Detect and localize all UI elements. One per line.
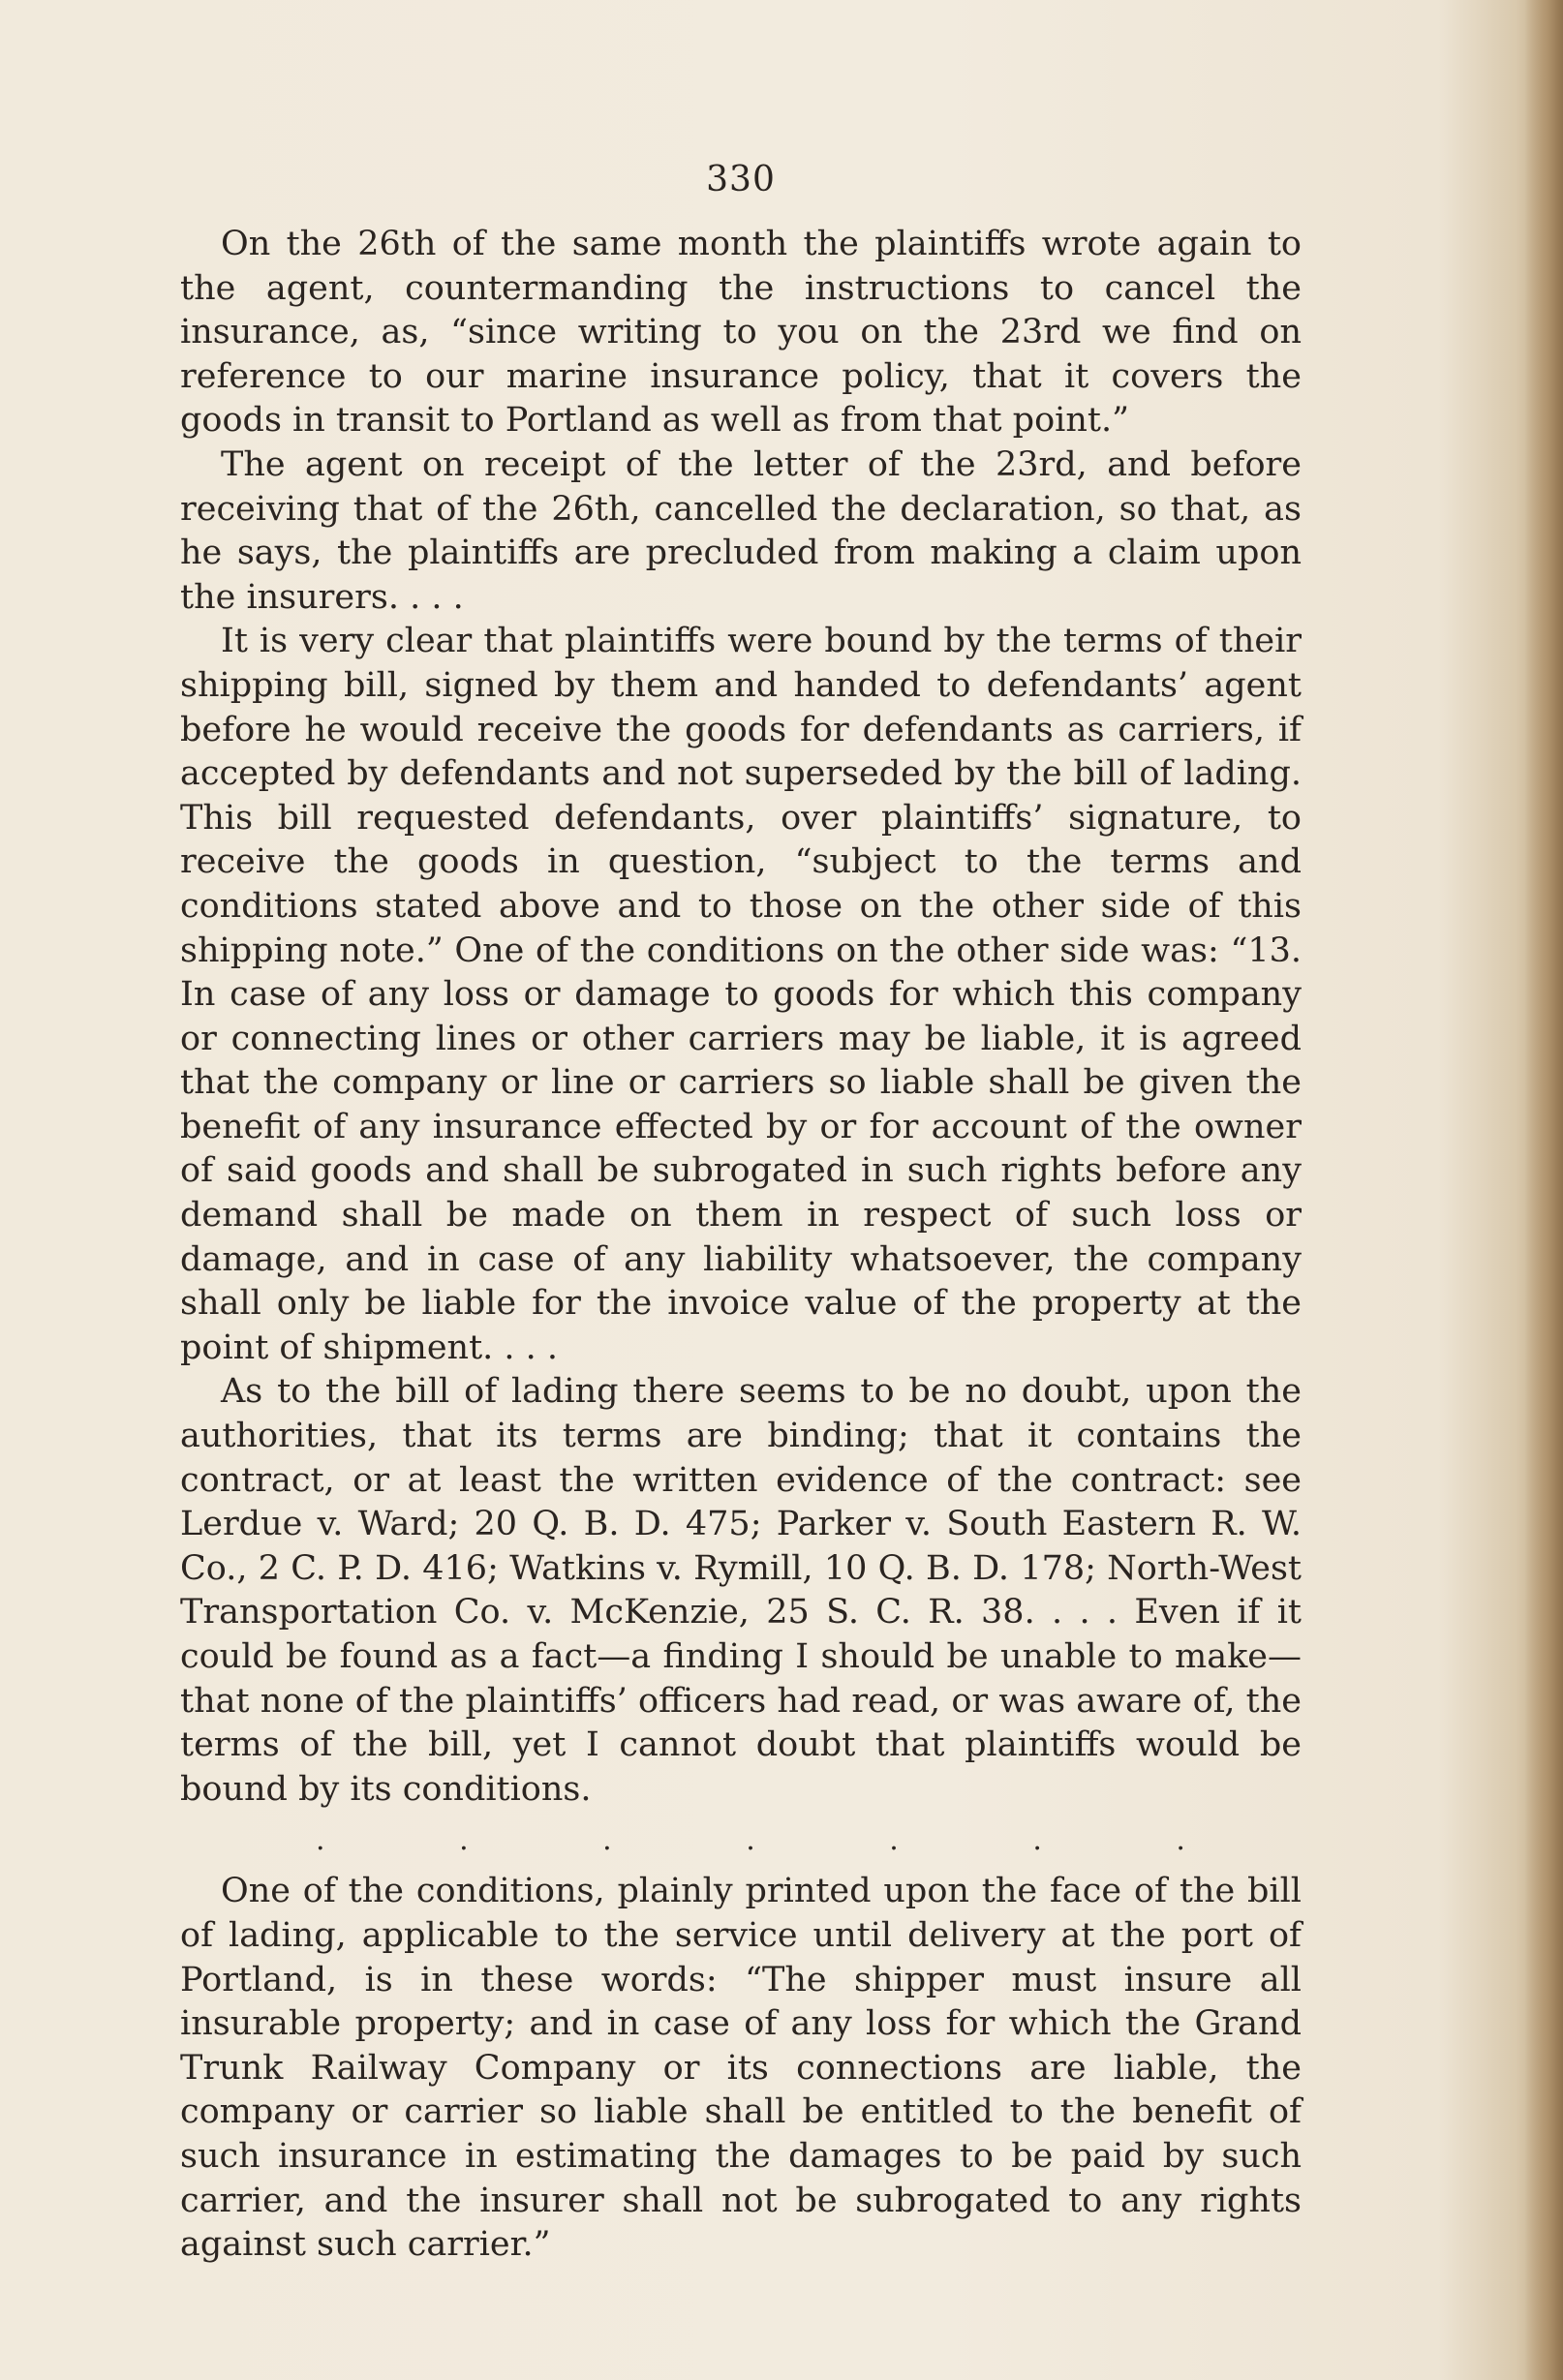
ellipsis-dot: .	[746, 1823, 755, 1858]
paragraph: The agent on receipt of the letter of the 23rd, and before receiving that of the 26th, cancelled the declaration, so that, as he says, the plaintiffs are precluded from making a claim upon the insurers. . . .	[180, 444, 1302, 617]
body-text	[180, 223, 1302, 2268]
page-number: 330	[706, 160, 776, 199]
ellipsis-dot: .	[316, 1823, 325, 1858]
ellipsis-dot: .	[1176, 1823, 1185, 1858]
paragraph: As to the bill of lading there seems to be no doubt, upon the authorities, that its terms are binding; that it contains the contract, or at least the written evidence of the contract: see Lerdue v. Ward; 20 Q. B. D. 475; Parker v. South Eastern R. W. Co., 2 C. P. D. 416; Watkins v. Rymill, 10 Q. B. D. 178; North-West Transportation Co. v. McKenzie, 25 S. C. R. 38. . . . Even if it could be found as a fact—a finding I should be unable to make—that none of the plaintiffs’ officers had read, or was aware of, the terms of the bill, yet I cannot doubt that plaintiffs would be bound by its conditions.	[180, 1372, 1302, 1809]
paragraph: It is very clear that plaintiffs were bound by the terms of their shipping bill, signed by them and handed to defendants’ agent before he would receive the goods for defendants as carriers, if accepted by defendants and not superseded by the bill of lading. This bill requested defendants, over plaintiffs’ signature, to receive the goods in question, “subject to the terms and conditions stated above and to those on the other side of this shipping note.” One of the conditions on the other side was: “13. In case of any loss or damage to goods for which this company or connecting lines or other carriers may be liable, it is agreed that the company or line or carriers so liable shall be given the benefit of any insurance effected by or for account of the owner of said goods and shall be subrogated in such rights before any demand shall be made on them in respect of such loss or damage, and in case of any liability whatsoever, the company shall only be liable for the invoice value of the property at the point of shipment. . . .	[180, 622, 1302, 1367]
ellipsis-dot: .	[602, 1823, 612, 1858]
paragraph: On the 26th of the same month the plaintiffs wrote again to the agent, countermanding the instructions to cancel the insurance, as, “since writing to you on the 23rd we find on reference to our marine insurance policy, that it covers the goods in transit to Portland as well as from that point.”	[180, 225, 1302, 441]
ellipsis-dot: .	[1032, 1823, 1042, 1858]
ellipsis-dot: .	[889, 1823, 899, 1858]
ellipsis-separator	[180, 1812, 1302, 1870]
page-binding-shadow	[1524, 0, 1563, 2380]
paragraph: One of the conditions, plainly printed upon the face of the bill of lading, applicable to the service until delivery at the port of Portland, is in these words: “The shipper must insure all insurable property; and in case of any loss for which the Grand Trunk Railway Company or its connections are liable, the company or carrier so liable shall be entitled to the benefit of such insurance in estimating the damages to be paid by such carrier, and the insurer shall not be subrogated to any rights against such carrier.”	[180, 1872, 1302, 2265]
ellipsis-dot: .	[459, 1823, 469, 1858]
